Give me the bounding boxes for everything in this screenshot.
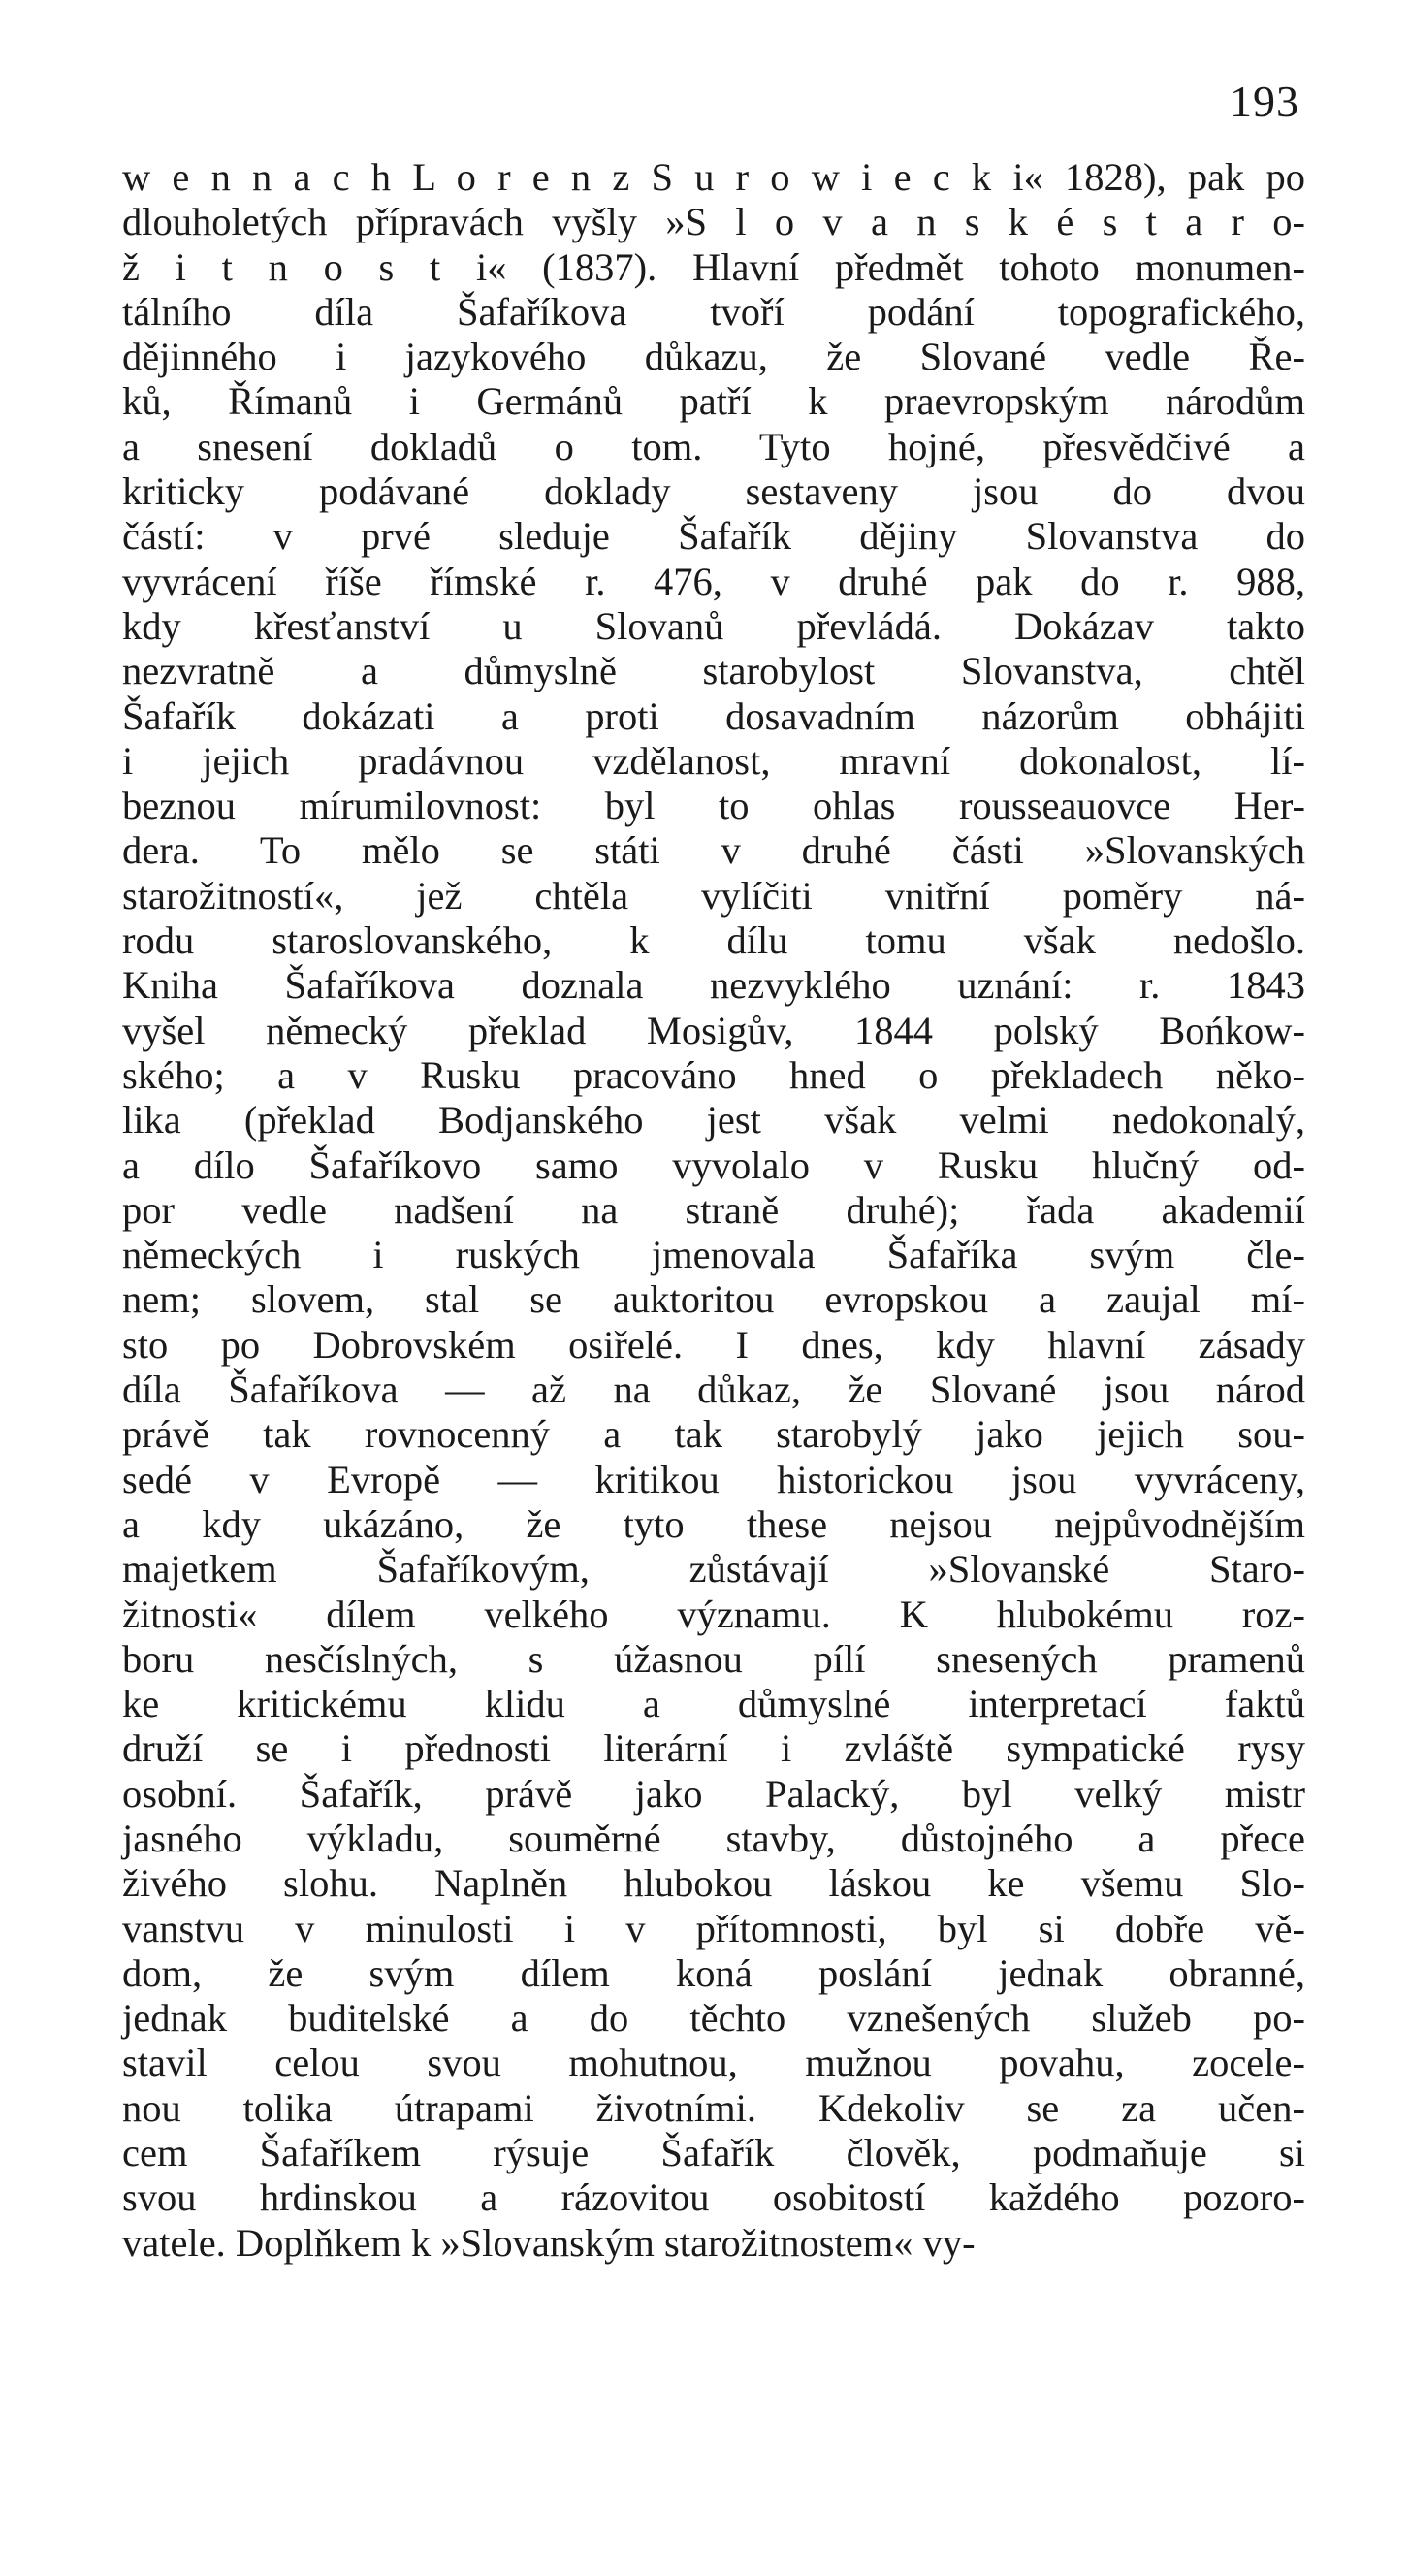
text-line: rodu staroslovanského, k dílu tomu však nedošlo. — [122, 918, 1305, 963]
text-line: majetkem Šafaříkovým, zůstávají »Slovanské Staro- — [122, 1547, 1305, 1592]
text-line: německých i ruských jmenovala Šafaříka svým čle- — [122, 1233, 1305, 1277]
text-line: právě tak rovnocenný a tak starobylý jako jejich sou- — [122, 1412, 1305, 1457]
text-line: lika (překlad Bodjanského jest však velmi nedokonalý, — [122, 1098, 1305, 1143]
body-text — [122, 155, 1305, 2266]
text-line: sto po Dobrovském osiřelé. I dnes, kdy hlavní zásady — [122, 1322, 1305, 1367]
text-line: ž i t n o s t i« (1837). Hlavní předmět tohoto monumen- — [122, 244, 1305, 289]
text-line: jasného výkladu, souměrné stavby, důstojného a přece — [122, 1816, 1305, 1860]
text-line: vyšel německý překlad Mosigův, 1844 polský Bońkow- — [122, 1008, 1305, 1052]
text-line: a dílo Šafaříkovo samo vyvolalo v Rusku hlučný od- — [122, 1143, 1305, 1187]
text-line: starožitností«, jež chtěla vylíčiti vnitřní poměry ná- — [122, 873, 1305, 918]
text-line: Kniha Šafaříkova doznala nezvyklého uznání: r. 1843 — [122, 963, 1305, 1008]
page-number: 193 — [1230, 77, 1299, 126]
text-line: tálního díla Šafaříkova tvoří podání topografického, — [122, 289, 1305, 334]
text-line: Šafařík dokázati a proti dosavadním názorům obhájiti — [122, 693, 1305, 738]
text-line: w e n n a c h L o r e n z S u r o w i e c k i« 1828), pak po — [122, 155, 1305, 199]
text-line: vatele. Doplňkem k »Slovanským starožitnostem« vy- — [122, 2220, 976, 2265]
text-line: ke kritickému klidu a důmyslné interpretací faktů — [122, 1682, 1305, 1726]
text-line: kdy křesťanství u Slovanů převládá. Dokázav takto — [122, 603, 1305, 648]
text-line: nou tolika útrapami životními. Kdekoliv se za učen- — [122, 2085, 1305, 2130]
text-line: sedé v Evropě — kritikou historickou jsou vyvráceny, — [122, 1457, 1305, 1501]
text-line: dera. To mělo se státi v druhé části »Slovanských — [122, 828, 1305, 873]
text-line: por vedle nadšení na straně druhé); řada akademií — [122, 1187, 1305, 1232]
text-line: dějinného i jazykového důkazu, že Slované vedle Ře- — [122, 335, 1305, 379]
text-line: živého slohu. Naplněn hlubokou láskou ke všemu Slo- — [122, 1861, 1305, 1906]
text-line: stavil celou svou mohutnou, mužnou povahu, zocele- — [122, 2041, 1305, 2085]
text-line: a snesení dokladů o tom. Tyto hojné, přesvědčivé a — [122, 424, 1305, 468]
text-line: nem; slovem, stal se auktoritou evropskou a zaujal mí- — [122, 1277, 1305, 1322]
text-line: i jejich pradávnou vzdělanost, mravní dokonalost, lí- — [122, 738, 1305, 783]
text-line: vanstvu v minulosti i v přítomnosti, byl si dobře vě- — [122, 1906, 1305, 1950]
text-line: částí: v prvé sleduje Šafařík dějiny Slovanstva do — [122, 514, 1305, 559]
text-line: vyvrácení říše římské r. 476, v druhé pak do r. 988, — [122, 559, 1305, 603]
text-line: svou hrdinskou a rázovitou osobitostí každého pozoro- — [122, 2175, 1305, 2220]
text-line: žitnosti« dílem velkého významu. K hlubokému roz- — [122, 1592, 1305, 1636]
text-line: druží se i přednosti literární i zvláště sympatické rysy — [122, 1726, 1305, 1771]
text-line: ského; a v Rusku pracováno hned o překladech něko- — [122, 1052, 1305, 1097]
text-line: beznou mírumilovnost: byl to ohlas rousseauovce Her- — [122, 784, 1305, 828]
text-line: boru nesčíslných, s úžasnou pílí snesených pramenů — [122, 1636, 1305, 1681]
text-line: kriticky podávané doklady sestaveny jsou do dvou — [122, 469, 1305, 514]
text-line: osobní. Šafařík, právě jako Palacký, byl velký mistr — [122, 1771, 1305, 1816]
text-line: a kdy ukázáno, že tyto these nejsou nejpůvodnějším — [122, 1501, 1305, 1546]
text-line: nezvratně a důmyslně starobylost Slovanstva, chtěl — [122, 649, 1305, 693]
text-line: jednak buditelské a do těchto vznešených služeb po- — [122, 1996, 1305, 2041]
text-line: dom, že svým dílem koná poslání jednak obranné, — [122, 1950, 1305, 1995]
text-line: cem Šafaříkem rýsuje Šafařík člověk, podmaňuje si — [122, 2131, 1305, 2175]
text-line: díla Šafaříkova — až na důkaz, že Slované jsou národ — [122, 1368, 1305, 1412]
text-line: dlouholetých přípravách vyšly »S l o v a n s k é s t a r o- — [122, 200, 1305, 244]
text-line: ků, Římanů i Germánů patří k praevropským národům — [122, 379, 1305, 424]
